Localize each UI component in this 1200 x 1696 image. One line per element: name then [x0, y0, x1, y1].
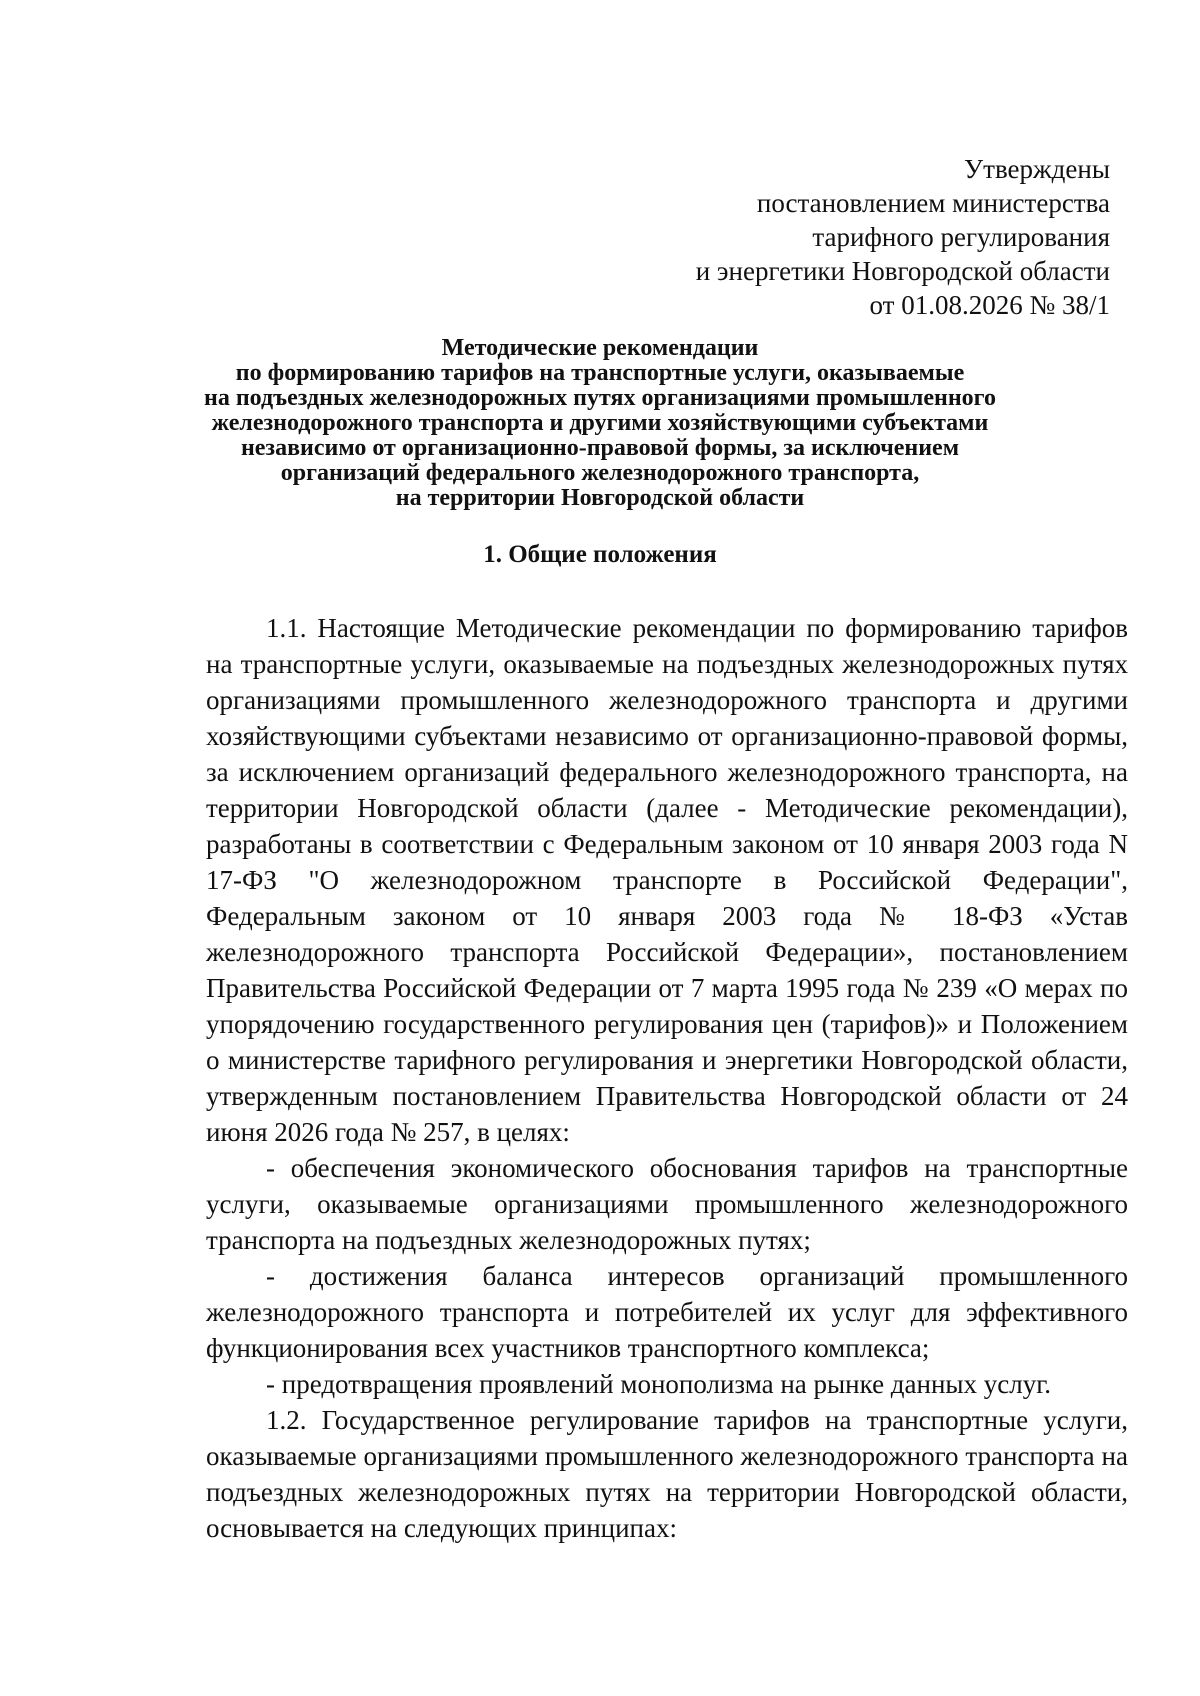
- title-line: Методические рекомендации: [441, 335, 759, 361]
- approval-line: и энергетики Новгородской области: [695, 256, 1110, 286]
- approval-line: тарифного регулирования: [812, 222, 1110, 252]
- approval-stamp: [696, 152, 1110, 322]
- title-line: по формированию тарифов на транспортные услуги, оказываемые: [235, 360, 965, 386]
- goal-item: - предотвращения проявлений монополизма на рынке данных услуг.: [266, 1369, 1052, 1399]
- goal-item: - достижения баланса интересов организаций промышленного железнодорожного транспорта и потребителей их услуг для эффективного функционирования всех участников транспортного комплекса;: [206, 1261, 1128, 1363]
- section-heading: 1. Общие положения: [483, 541, 717, 568]
- document-body: [206, 610, 1128, 1546]
- document-title: [150, 336, 1050, 511]
- paragraph-1-2: 1.2. Государственное регулирование тарифов на транспортные услуги, оказываемые организациями промышленного железнодорожного транспорта на подъездных железнодорожных путях на территории Новгородской области, основывается на следующих принципах:: [206, 1405, 1128, 1543]
- approval-line: Утверждены: [964, 154, 1110, 184]
- title-line: железнодорожного транспорта и другими хозяйствующими субъектами: [211, 410, 989, 436]
- paragraph-1-1: 1.1. Настоящие Методические рекомендации по формированию тарифов на транспортные услуги, оказываемые на подъездных железнодорожных путях организациями промышленного железнодорожного транспорта и другими хозяйствующими субъектами независимо от организационно-правовой формы, за исключением организаций федерального железнодорожного транспорта, на территории Новгородской области (далее - Методические рекомендации), разработаны в соответствии с Федеральным законом от 10 января 2003 года N 17-ФЗ "О железнодорожном транспорте в Российской Федерации", Федеральным законом от 10 января 2003 года № 18-ФЗ «Устав железнодорожного транспорта Российской Федерации», постановлением Правительства Российской Федерации от 7 марта 1995 года № 239 «О мерах по упорядочению государственного регулирования цен (тарифов)» и Положением о министерстве тарифного регулирования и энергетики Новгородской области, утвержденным постановлением Правительства Новгородской области от 24 июня 2026 года № 257, в целях:: [206, 613, 1128, 1147]
- goal-item: - обеспечения экономического обоснования тарифов на транспортные услуги, оказываемые организациями промышленного железнодорожного транспорта на подъездных железнодорожных путях;: [206, 1153, 1128, 1255]
- title-line: организаций федерального железнодорожного транспорта,: [280, 460, 920, 486]
- title-line: независимо от организационно-правовой формы, за исключением: [240, 435, 960, 461]
- approval-line: постановлением министерства: [756, 188, 1110, 218]
- title-line: на территории Новгородской области: [395, 485, 805, 511]
- approval-line: от 01.08.2026 № 38/1: [869, 290, 1110, 320]
- title-line: на подъездных железнодорожных путях организациями промышленного: [204, 385, 996, 411]
